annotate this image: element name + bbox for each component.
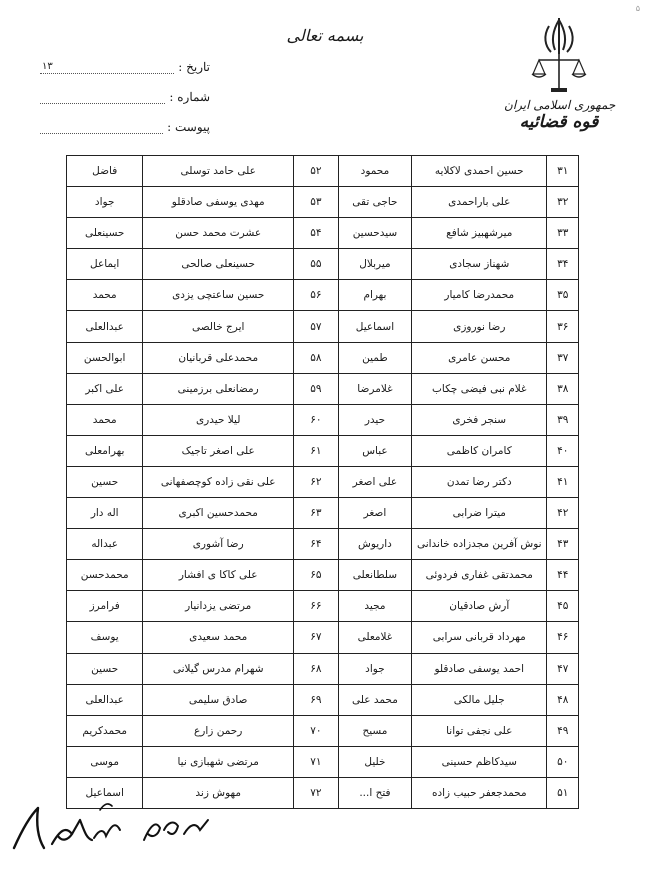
father-name-cell: حسین — [67, 653, 143, 684]
full-name-cell: کامران کاظمی — [412, 435, 547, 466]
table-row — [67, 280, 579, 311]
row-number-cell: ۳۶ — [547, 311, 579, 342]
father-name-cell: اصغر — [338, 498, 411, 529]
full-name-cell: مرتضی شهبازی نیا — [143, 746, 294, 777]
row-number-cell: ۷۰ — [294, 715, 339, 746]
row-number-cell: ۴۳ — [547, 529, 579, 560]
full-name-cell: مهدی یوسفی صادقلو — [143, 187, 294, 218]
full-name-cell: محمدرضا کامیار — [412, 280, 547, 311]
full-name-cell: حسینعلی صالحی — [143, 249, 294, 280]
row-number-cell: ۴۰ — [547, 435, 579, 466]
row-number-cell: ۳۴ — [547, 249, 579, 280]
father-name-cell: عبداله — [67, 529, 143, 560]
row-number-cell: ۳۳ — [547, 218, 579, 249]
roster-body — [67, 156, 579, 809]
table-row — [67, 404, 579, 435]
father-name-cell: داریوش — [338, 529, 411, 560]
full-name-cell: احمد یوسفی صادقلو — [412, 653, 547, 684]
father-name-cell: مجید — [338, 591, 411, 622]
full-name-cell: عشرت محمد حسن — [143, 218, 294, 249]
row-number-cell: ۶۰ — [294, 404, 339, 435]
full-name-cell: رحمن زارع — [143, 715, 294, 746]
handwritten-signature-icon — [8, 790, 228, 860]
table-row — [67, 653, 579, 684]
full-name-cell: ایرج خالصی — [143, 311, 294, 342]
full-name-cell: میترا ضرابی — [412, 498, 547, 529]
father-name-cell: محمد — [67, 404, 143, 435]
roster-table — [66, 155, 579, 809]
row-number-cell: ۴۲ — [547, 498, 579, 529]
table-row — [67, 373, 579, 404]
signature — [8, 790, 228, 864]
father-name-cell: عبدالعلی — [67, 684, 143, 715]
full-name-cell: مرتضی یزدانیار — [143, 591, 294, 622]
attachment-field — [40, 119, 163, 134]
father-name-cell: طمین — [338, 342, 411, 373]
row-number-cell: ۴۵ — [547, 591, 579, 622]
table-row — [67, 560, 579, 591]
date-line — [40, 44, 210, 74]
full-name-cell: مهوش زند — [143, 777, 294, 808]
full-name-cell: علی کاکا ی افشار — [143, 560, 294, 591]
father-name-cell: محمد علی — [338, 684, 411, 715]
full-name-cell: علی نقی زاده کوچصفهانی — [143, 466, 294, 497]
row-number-cell: ۶۹ — [294, 684, 339, 715]
father-name-cell: محمدکریم — [67, 715, 143, 746]
full-name-cell: حسین احمدی لاکلایه — [412, 156, 547, 187]
row-number-cell: ۵۲ — [294, 156, 339, 187]
row-number-cell: ۳۲ — [547, 187, 579, 218]
full-name-cell: میرشهبیز شافع — [412, 218, 547, 249]
full-name-cell: شهرام مدرس گیلانی — [143, 653, 294, 684]
father-name-cell: محمد — [67, 280, 143, 311]
row-number-cell: ۶۵ — [294, 560, 339, 591]
table-row — [67, 435, 579, 466]
document-meta — [40, 44, 210, 134]
table-row — [67, 622, 579, 653]
row-number-cell: ۶۷ — [294, 622, 339, 653]
father-name-cell: فاضل — [67, 156, 143, 187]
row-number-cell: ۳۵ — [547, 280, 579, 311]
table-row — [67, 498, 579, 529]
page-corner-mark: ۵ — [635, 4, 640, 13]
father-name-cell: یوسف — [67, 622, 143, 653]
father-name-cell: فتح ا... — [338, 777, 411, 808]
father-name-cell: محمود — [338, 156, 411, 187]
row-number-cell: ۴۴ — [547, 560, 579, 591]
full-name-cell: محمد سعیدی — [143, 622, 294, 653]
date-value: ۱۳ — [42, 61, 53, 72]
table-row — [67, 466, 579, 497]
father-name-cell: حسین — [67, 466, 143, 497]
full-name-cell: لیلا حیدری — [143, 404, 294, 435]
father-name-cell: حاجی تقی — [338, 187, 411, 218]
full-name-cell: حسین ساعتچی یزدی — [143, 280, 294, 311]
table-row — [67, 342, 579, 373]
father-name-cell: غلامرضا — [338, 373, 411, 404]
table-row — [67, 218, 579, 249]
father-name-cell: خلیل — [338, 746, 411, 777]
row-number-cell: ۴۸ — [547, 684, 579, 715]
table-row — [67, 156, 579, 187]
row-number-cell: ۴۷ — [547, 653, 579, 684]
date-field — [40, 59, 174, 74]
father-name-cell: علی اصغر — [338, 466, 411, 497]
table-row — [67, 311, 579, 342]
row-number-cell: ۵۸ — [294, 342, 339, 373]
father-name-cell: عباس — [338, 435, 411, 466]
table-row — [67, 746, 579, 777]
father-name-cell: اسماعیل — [338, 311, 411, 342]
full-name-cell: رضا نوروزی — [412, 311, 547, 342]
father-name-cell: محمدحسن — [67, 560, 143, 591]
row-number-cell: ۳۱ — [547, 156, 579, 187]
father-name-cell: علی اکبر — [67, 373, 143, 404]
row-number-cell: ۵۳ — [294, 187, 339, 218]
full-name-cell: صادق سلیمی — [143, 684, 294, 715]
father-name-cell: اسماعیل — [67, 777, 143, 808]
full-name-cell: محمدحسین اکبری — [143, 498, 294, 529]
attachment-label: پیوست : — [167, 120, 210, 134]
row-number-cell: ۵۵ — [294, 249, 339, 280]
full-name-cell: علی اصغر تاجیک — [143, 435, 294, 466]
table-row — [67, 249, 579, 280]
row-number-cell: ۶۴ — [294, 529, 339, 560]
letterhead — [504, 16, 614, 132]
country-name: جمهوری اسلامی ایران — [504, 98, 616, 112]
table-row — [67, 187, 579, 218]
number-line — [40, 74, 210, 104]
organization-name: قوه قضائیه — [519, 112, 599, 132]
row-number-cell: ۶۲ — [294, 466, 339, 497]
father-name-cell: فرامرز — [67, 591, 143, 622]
row-number-cell: ۵۹ — [294, 373, 339, 404]
full-name-cell: محمدجعفر حبیب زاده — [412, 777, 547, 808]
full-name-cell: علی حامد توسلی — [143, 156, 294, 187]
father-name-cell: میربلال — [338, 249, 411, 280]
date-label: تاریخ : — [178, 60, 210, 74]
father-name-cell: غلامعلی — [338, 622, 411, 653]
basmala-heading: بسمه تعالی — [286, 26, 364, 45]
full-name-cell: رمضانعلی برزمینی — [143, 373, 294, 404]
father-name-cell: مسیح — [338, 715, 411, 746]
father-name-cell: سیدحسین — [338, 218, 411, 249]
row-number-cell: ۶۶ — [294, 591, 339, 622]
row-number-cell: ۴۶ — [547, 622, 579, 653]
full-name-cell: سیدکاظم حسینی — [412, 746, 547, 777]
table-row — [67, 684, 579, 715]
father-name-cell: موسی — [67, 746, 143, 777]
table-row — [67, 715, 579, 746]
father-name-cell: حیدر — [338, 404, 411, 435]
row-number-cell: ۳۷ — [547, 342, 579, 373]
row-number-cell: ۳۹ — [547, 404, 579, 435]
full-name-cell: محمدعلی قربانیان — [143, 342, 294, 373]
row-number-cell: ۵۴ — [294, 218, 339, 249]
father-name-cell: جواد — [67, 187, 143, 218]
full-name-cell: محمدتقی غفاری فردوئی — [412, 560, 547, 591]
row-number-cell: ۷۲ — [294, 777, 339, 808]
number-label: شماره : — [169, 90, 210, 104]
father-name-cell: حسینعلی — [67, 218, 143, 249]
full-name-cell: محسن عامری — [412, 342, 547, 373]
row-number-cell: ۶۱ — [294, 435, 339, 466]
full-name-cell: رضا آشوری — [143, 529, 294, 560]
full-name-cell: جلیل مالکی — [412, 684, 547, 715]
full-name-cell: دکتر رضا تمدن — [412, 466, 547, 497]
row-number-cell: ۵۶ — [294, 280, 339, 311]
number-field — [40, 89, 165, 104]
father-name-cell: ابوالحسن — [67, 342, 143, 373]
full-name-cell: مهرداد قربانی سرابی — [412, 622, 547, 653]
row-number-cell: ۵۷ — [294, 311, 339, 342]
row-number-cell: ۵۱ — [547, 777, 579, 808]
full-name-cell: نوش آفرین مجدزاده خاندانی — [412, 529, 547, 560]
father-name-cell: عبدالعلی — [67, 311, 143, 342]
father-name-cell: سلطانعلی — [338, 560, 411, 591]
row-number-cell: ۶۳ — [294, 498, 339, 529]
row-number-cell: ۳۸ — [547, 373, 579, 404]
father-name-cell: جواد — [338, 653, 411, 684]
full-name-cell: سنجر فخری — [412, 404, 547, 435]
row-number-cell: ۴۹ — [547, 715, 579, 746]
row-number-cell: ۵۰ — [547, 746, 579, 777]
row-number-cell: ۶۸ — [294, 653, 339, 684]
father-name-cell: بهرامعلی — [67, 435, 143, 466]
full-name-cell: علی باراحمدی — [412, 187, 547, 218]
father-name-cell: ایماعل — [67, 249, 143, 280]
table-row — [67, 529, 579, 560]
full-name-cell: علی نجفی توانا — [412, 715, 547, 746]
row-number-cell: ۴۱ — [547, 466, 579, 497]
father-name-cell: بهرام — [338, 280, 411, 311]
full-name-cell: غلام نبی فیضی چکاب — [412, 373, 547, 404]
full-name-cell: آرش صادقیان — [412, 591, 547, 622]
attachment-line — [40, 104, 210, 134]
iran-emblem-icon — [529, 16, 589, 96]
father-name-cell: اله دار — [67, 498, 143, 529]
table-row — [67, 591, 579, 622]
full-name-cell: شهناز سجادی — [412, 249, 547, 280]
row-number-cell: ۷۱ — [294, 746, 339, 777]
